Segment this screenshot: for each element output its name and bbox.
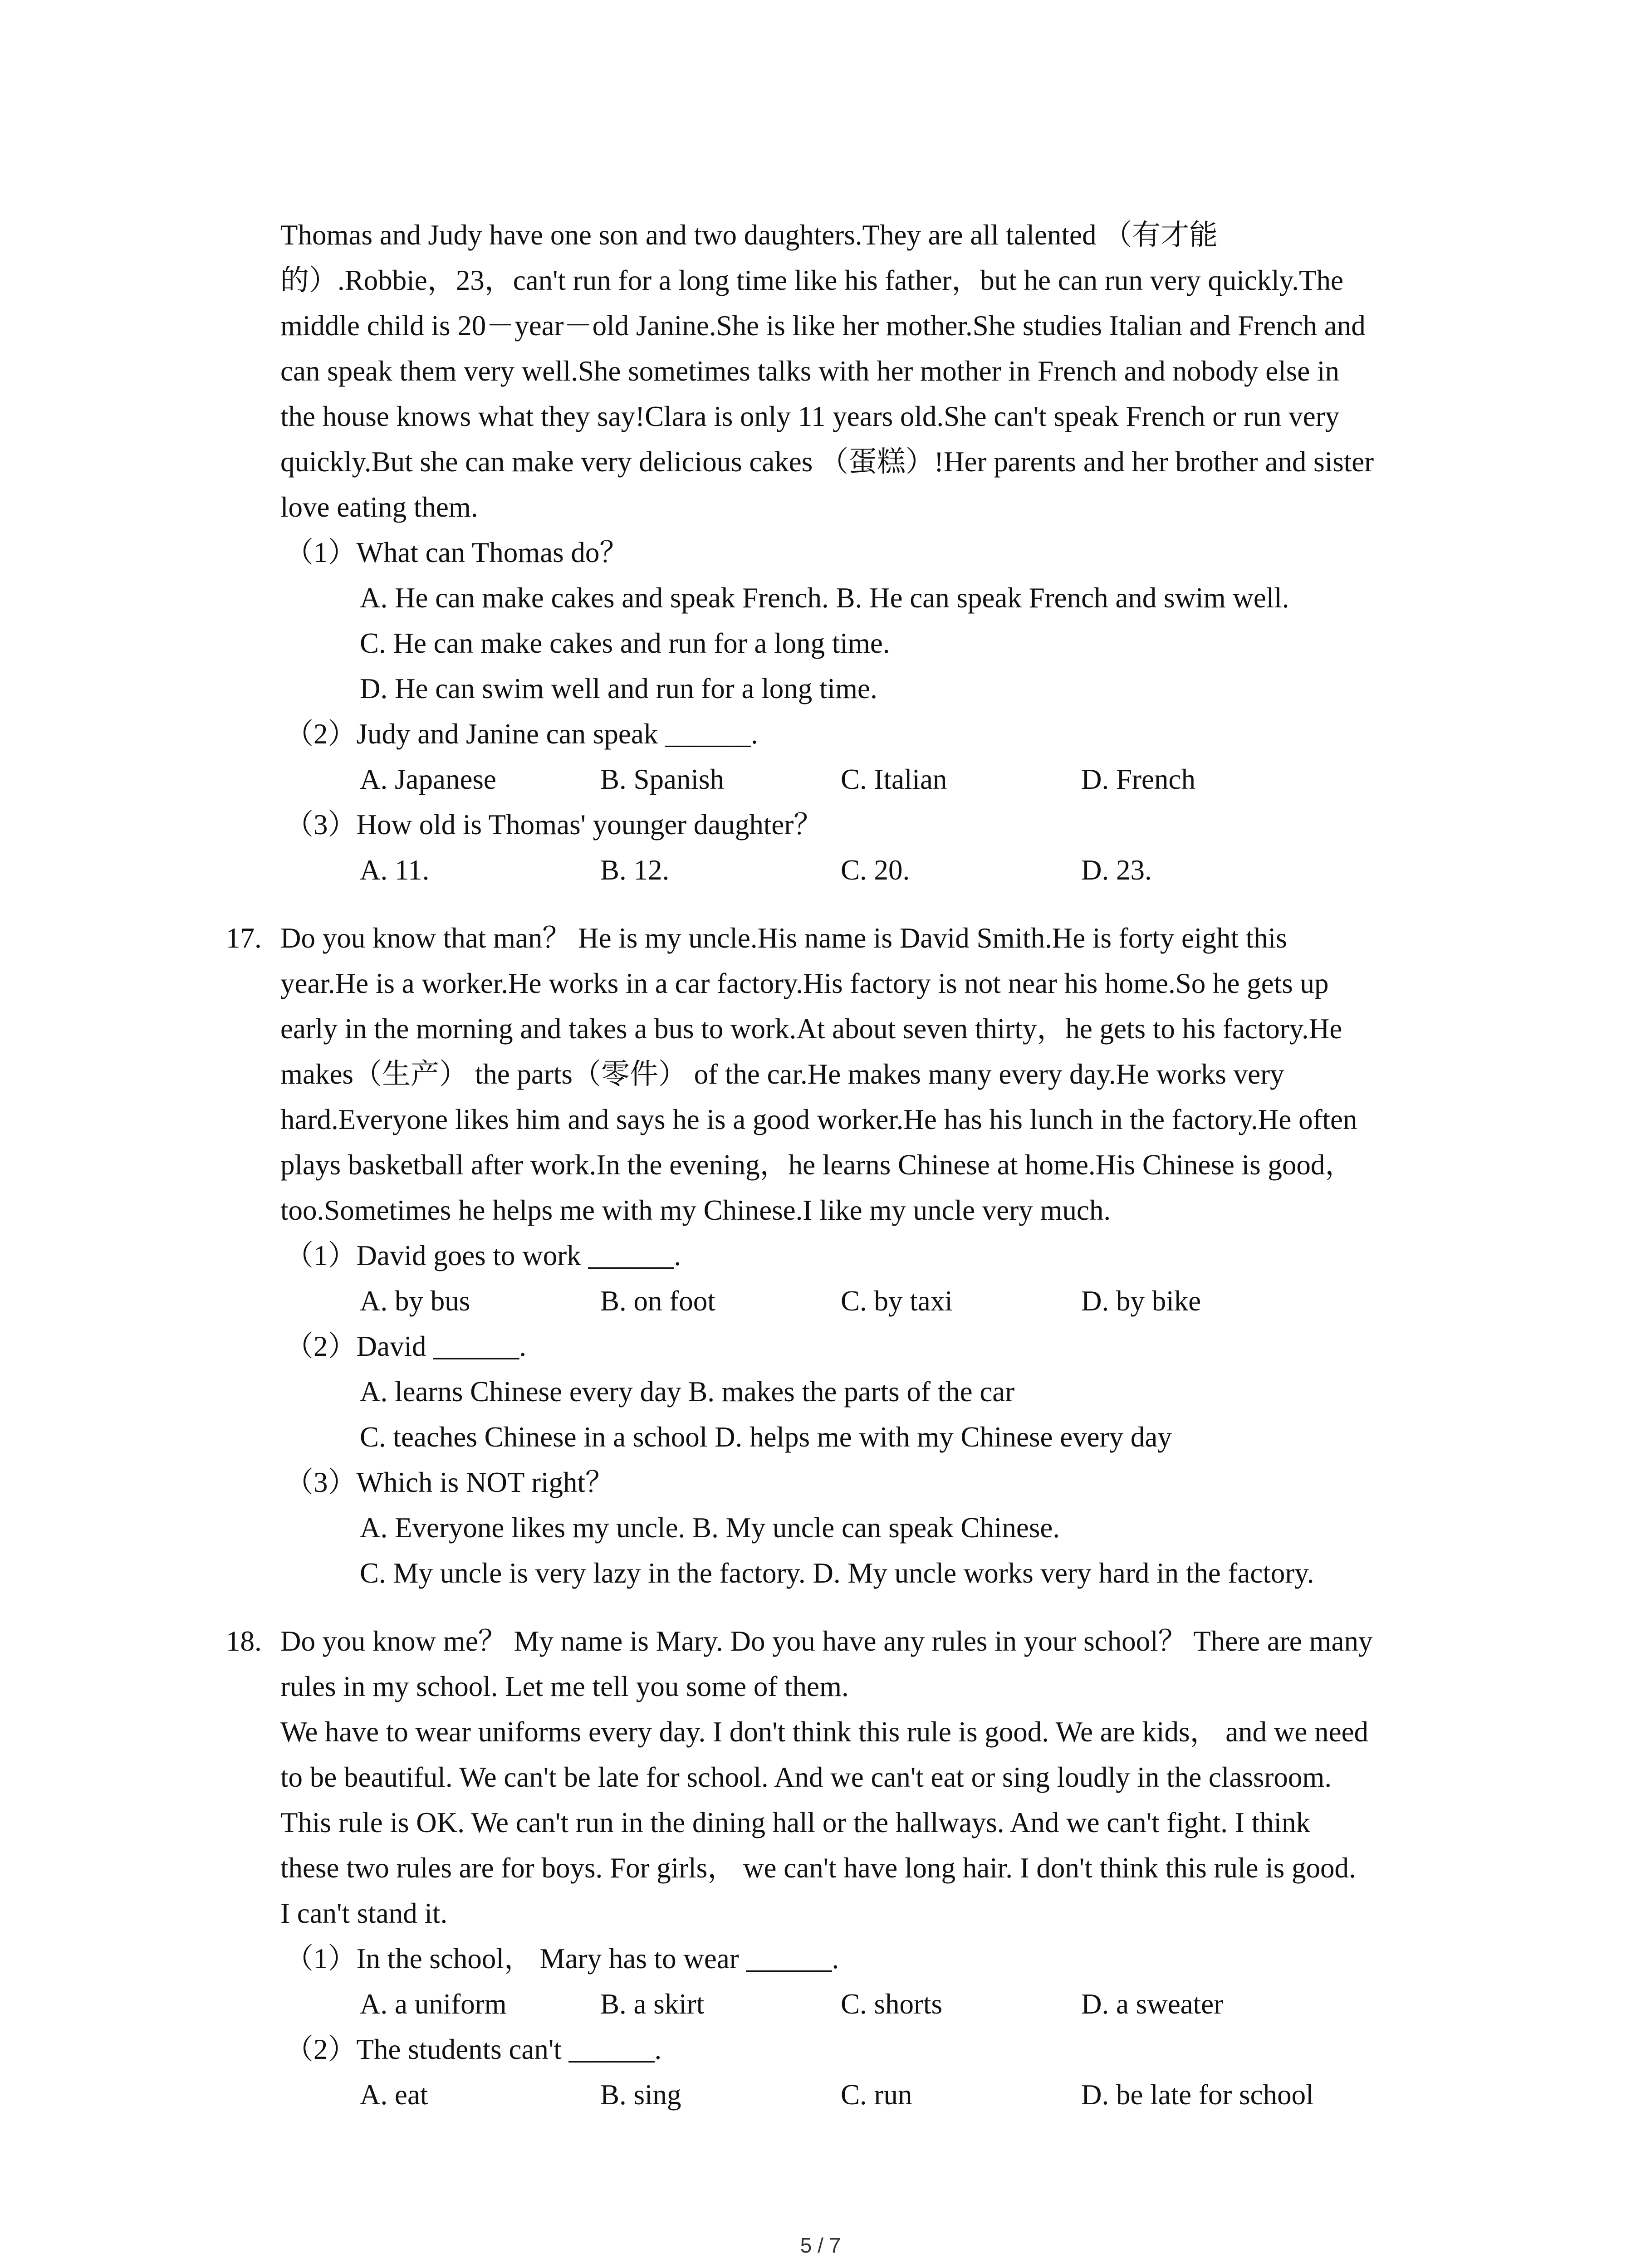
option-a: A. a uniform bbox=[360, 1988, 507, 2020]
option-c: C. run bbox=[841, 2079, 912, 2111]
option-a: A. 11. bbox=[360, 854, 430, 886]
option-a: A. by bus bbox=[360, 1285, 470, 1317]
option-d: D. 23. bbox=[1081, 854, 1152, 886]
option-d: D. French bbox=[1081, 763, 1195, 795]
passage-18-line: rules in my school. Let me tell you some of them. bbox=[280, 1671, 849, 1702]
question-stem: （2）The students can't ______. bbox=[285, 2033, 662, 2065]
option-d: D. by bike bbox=[1081, 1285, 1201, 1317]
passage-18-line: This rule is OK. We can't run in the dining hall or the hallways. And we can't fight. I think bbox=[280, 1807, 1311, 1838]
page-number: 5 / 7 bbox=[800, 2234, 841, 2257]
passage-16-line: 的）.Robbie，23，can't run for a long time like his father，but he can run very quickly.The bbox=[280, 264, 1343, 296]
passage-17-line: hard.Everyone likes him and says he is a good worker.He has his lunch in the factory.He often bbox=[280, 1104, 1357, 1135]
option-a: A. eat bbox=[360, 2079, 428, 2111]
passage-16-line: middle child is 20－year－old Janine.She is like her mother.She studies Italian and French and bbox=[280, 310, 1366, 342]
option-line: C. He can make cakes and run for a long time. bbox=[360, 627, 890, 659]
passage-17-line: year.He is a worker.He works in a car factory.His factory is not near his home.So he gets up bbox=[280, 968, 1329, 999]
passage-17-line: Do you know that man？ He is my uncle.His name is David Smith.He is forty eight this bbox=[280, 922, 1287, 954]
passage-18-line: these two rules are for boys. For girls， we can't have long hair. I don't think this rule is good. bbox=[280, 1852, 1356, 1884]
option-line: A. Everyone likes my uncle. B. My uncle can speak Chinese. bbox=[360, 1512, 1060, 1544]
question-number: 17. bbox=[226, 922, 262, 954]
passage-17-line: early in the morning and takes a bus to work.At about seven thirty，he gets to his factory.He bbox=[280, 1013, 1342, 1045]
passage-17-line: makes（生产） the parts（零件） of the car.He makes many every day.He works very bbox=[280, 1058, 1284, 1090]
question-stem: （2）Judy and Janine can speak ______. bbox=[285, 718, 758, 750]
passage-16-line: the house knows what they say!Clara is only 11 years old.She can't speak French or run very bbox=[280, 401, 1340, 432]
option-d: D. be late for school bbox=[1081, 2079, 1314, 2111]
option-c: C. by taxi bbox=[841, 1285, 953, 1317]
passage-18-line: I can't stand it. bbox=[280, 1897, 448, 1929]
question-stem: （3）Which is NOT right？ bbox=[285, 1466, 614, 1498]
option-c: C. 20. bbox=[841, 854, 910, 886]
option-b: B. 12. bbox=[600, 854, 670, 886]
passage-16-line: can speak them very well.She sometimes talks with her mother in French and nobody else in bbox=[280, 355, 1339, 387]
passage-18-line: Do you know me？ My name is Mary. Do you have any rules in your school？ There are many bbox=[280, 1625, 1373, 1657]
option-d: D. a sweater bbox=[1081, 1988, 1224, 2020]
question-stem: （1）David goes to work ______. bbox=[285, 1240, 681, 1271]
question-stem: （1）What can Thomas do？ bbox=[285, 537, 628, 568]
option-b: B. sing bbox=[600, 2079, 681, 2111]
option-line: D. He can swim well and run for a long time. bbox=[360, 673, 877, 704]
question-number: 18. bbox=[226, 1625, 262, 1657]
passage-18-line: We have to wear uniforms every day. I don't think this rule is good. We are kids， and we need bbox=[280, 1716, 1369, 1748]
question-stem: （2）David ______. bbox=[285, 1330, 526, 1362]
option-line: A. He can make cakes and speak French. B. He can speak French and swim well. bbox=[360, 582, 1289, 614]
passage-16-line: love eating them. bbox=[280, 491, 478, 523]
passage-17-line: too.Sometimes he helps me with my Chinese.I like my uncle very much. bbox=[280, 1194, 1111, 1226]
question-stem: （1）In the school， Mary has to wear ______. bbox=[285, 1943, 839, 1975]
passage-16-line: quickly.But she can make very delicious cakes （蛋糕）!Her parents and her brother and sister bbox=[280, 446, 1374, 478]
option-c: C. shorts bbox=[841, 1988, 943, 2020]
option-b: B. on foot bbox=[600, 1285, 715, 1317]
option-c: C. Italian bbox=[841, 763, 947, 795]
option-b: B. a skirt bbox=[600, 1988, 705, 2020]
option-line: C. My uncle is very lazy in the factory. D. My uncle works very hard in the factory. bbox=[360, 1557, 1314, 1589]
option-a: A. Japanese bbox=[360, 763, 496, 795]
passage-16-line: Thomas and Judy have one son and two daughters.They are all talented （有才能 bbox=[280, 219, 1218, 251]
option-line: A. learns Chinese every day B. makes the parts of the car bbox=[360, 1376, 1015, 1408]
question-stem: （3）How old is Thomas' younger daughter？ bbox=[285, 809, 823, 841]
passage-17-line: plays basketball after work.In the evening，he learns Chinese at home.His Chinese is good， bbox=[280, 1149, 1354, 1181]
passage-18-line: to be beautiful. We can't be late for school. And we can't eat or sing loudly in the classroom. bbox=[280, 1761, 1332, 1793]
option-b: B. Spanish bbox=[600, 763, 725, 795]
option-line: C. teaches Chinese in a school D. helps me with my Chinese every day bbox=[360, 1421, 1172, 1453]
